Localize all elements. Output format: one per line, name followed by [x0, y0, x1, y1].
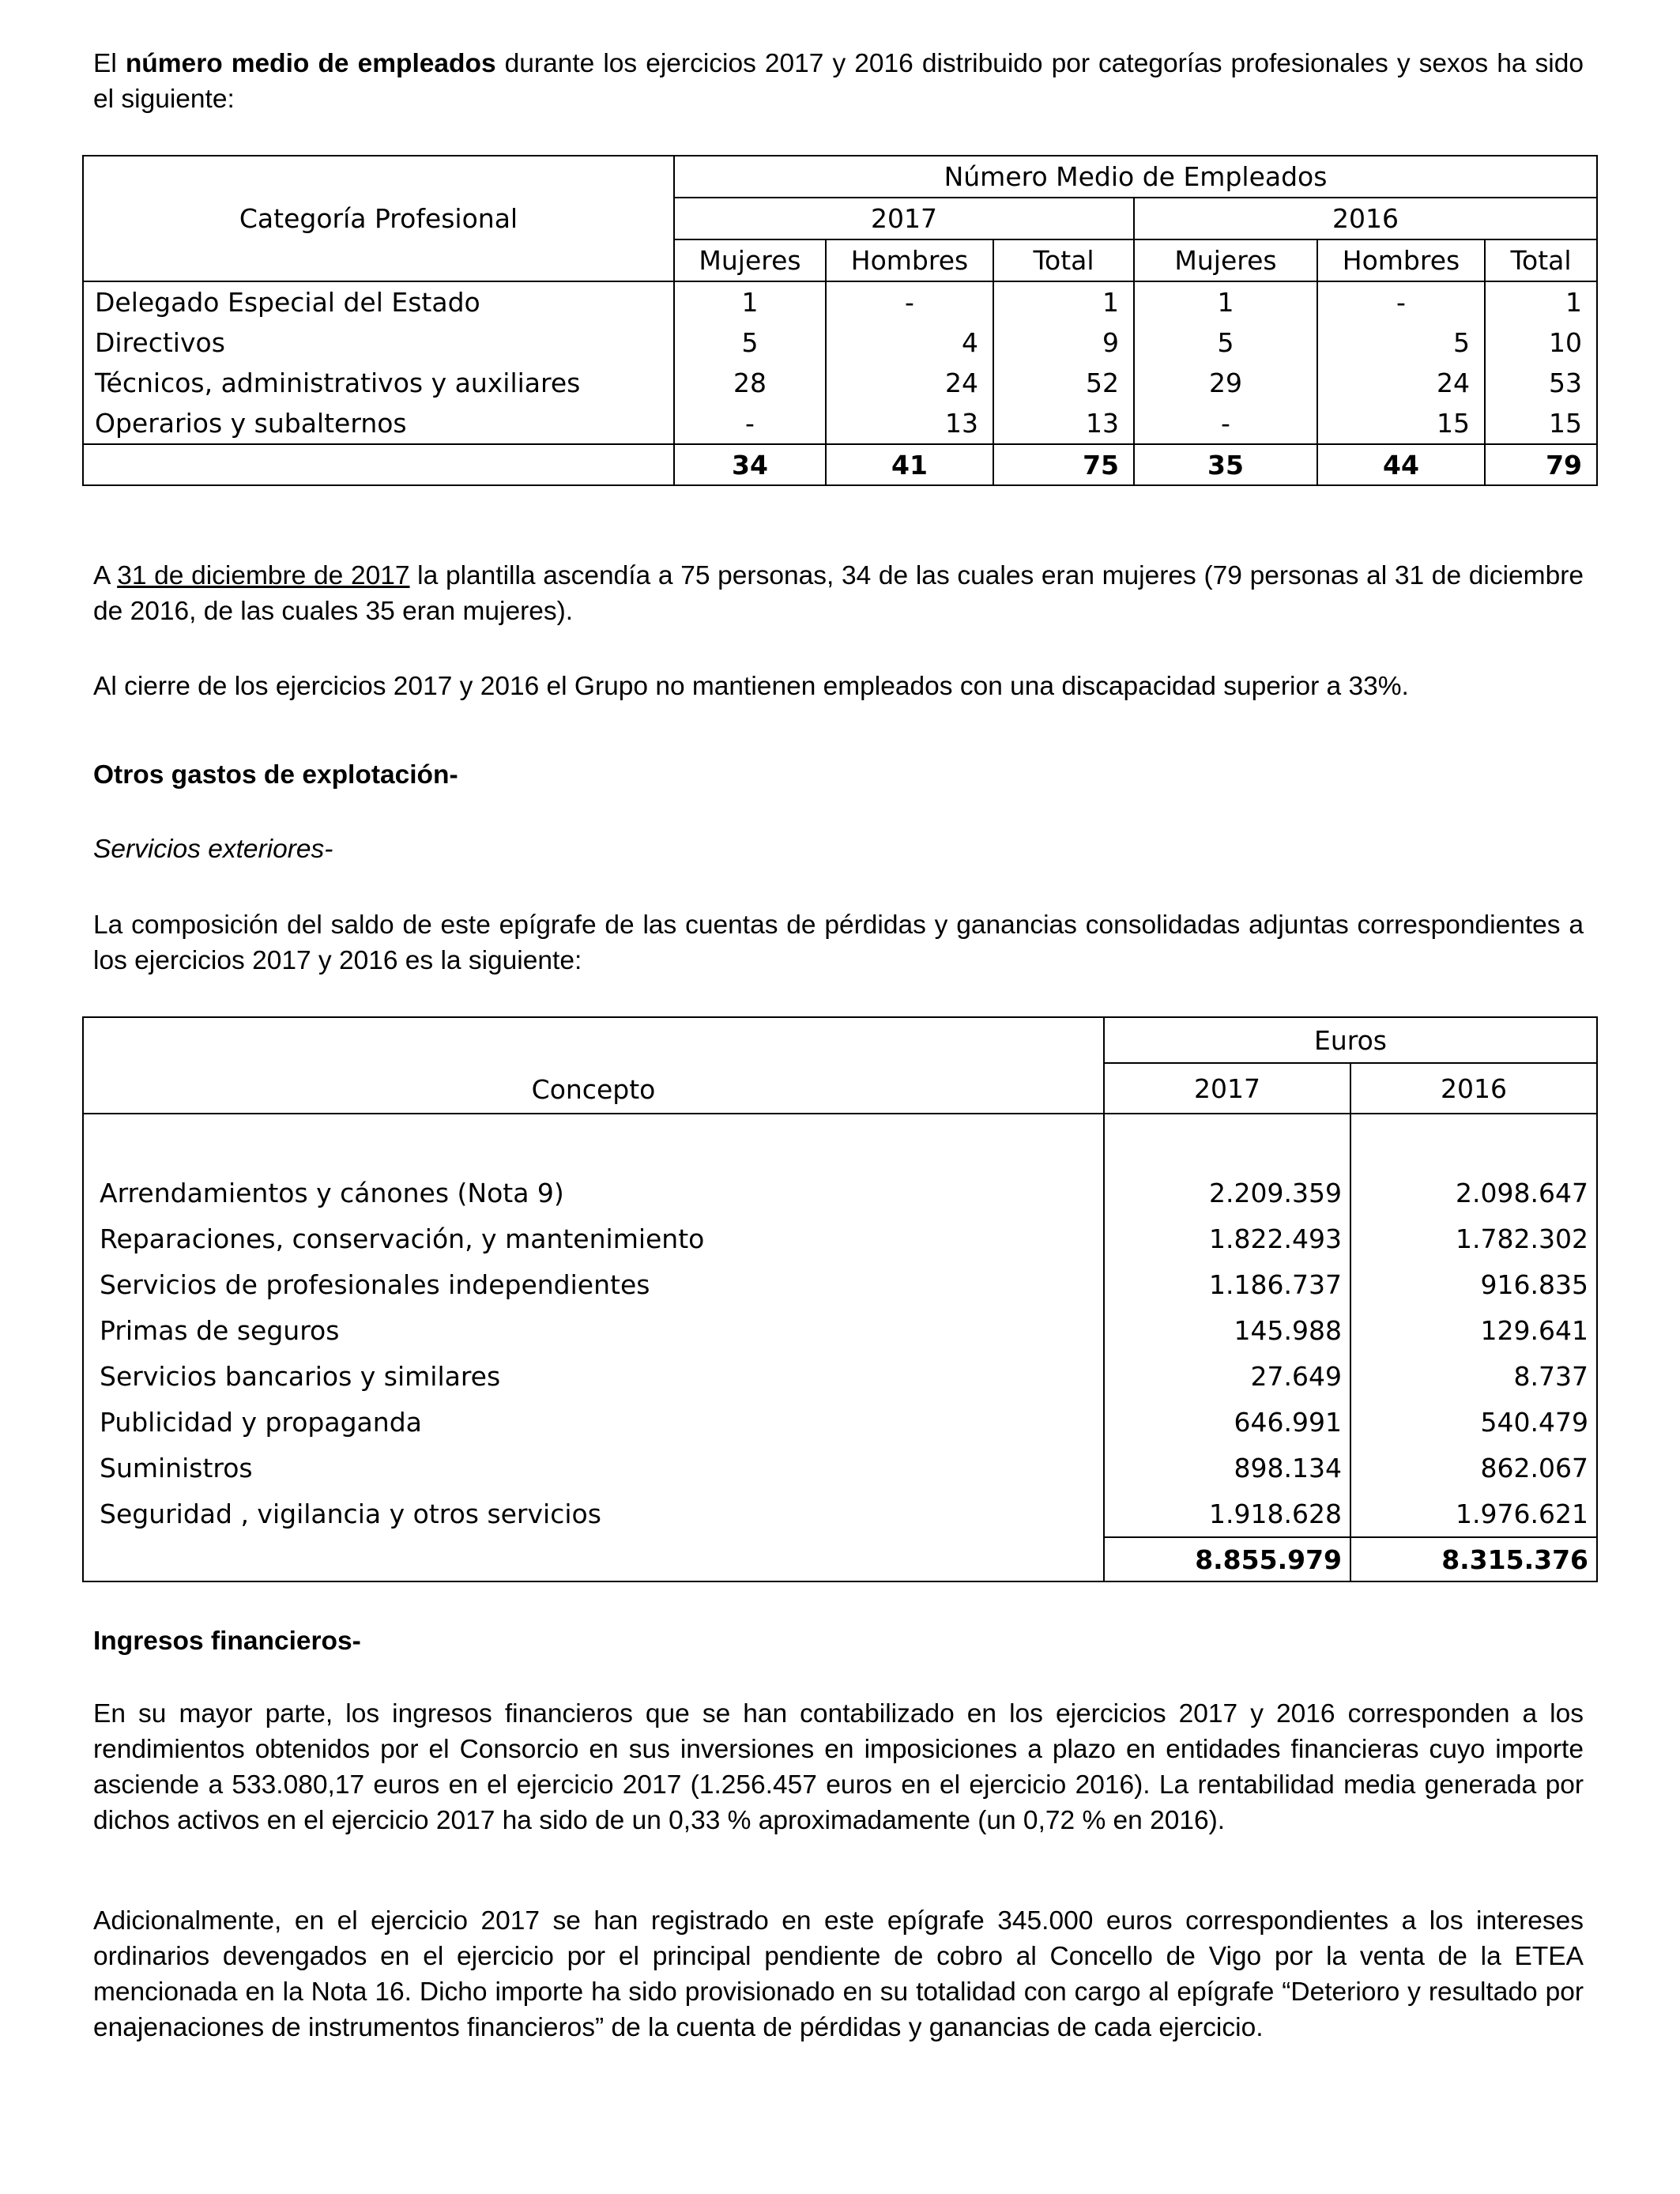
category-cell: Operarios y subalternos	[83, 403, 674, 444]
employees-group-header: Número Medio de Empleados	[674, 156, 1597, 198]
value-cell: 5	[674, 322, 826, 363]
value-cell: 24	[1317, 363, 1485, 403]
value-cell: 13	[993, 403, 1134, 444]
value-cell: 862.067	[1350, 1445, 1597, 1491]
value-cell: 9	[993, 322, 1134, 363]
value-cell: 53	[1485, 363, 1597, 403]
total-cell: 44	[1317, 444, 1485, 485]
concept-cell: Suministros	[83, 1445, 1104, 1491]
value-cell: 5	[1134, 322, 1317, 363]
table-row	[83, 1307, 1597, 1353]
totals-row	[83, 444, 1597, 485]
intro-paragraph	[93, 46, 1584, 117]
concept-cell: Servicios de profesionales independientes	[83, 1261, 1104, 1307]
value-cell: -	[1134, 403, 1317, 444]
value-cell: 1.918.628	[1104, 1491, 1350, 1537]
value-cell: -	[826, 281, 993, 322]
totals-label-cell	[83, 1537, 1104, 1581]
table-row	[83, 1445, 1597, 1491]
concept-cell: Reparaciones, conservación, y mantenimiento	[83, 1216, 1104, 1261]
concept-header: Concepto	[83, 1017, 1104, 1114]
ingresos-text-2: Adicionalmente, en el ejercicio 2017 se han registrado en este epígrafe 345.000 euros correspondientes a los intereses ordinarios devengados en el ejercicio por el principal pendiente de cobro al Concello de Vigo por la venta de la ETEA mencionada en la Nota 16. Dicho importe ha sido provisionado en su totalidad con cargo al epígrafe “Deterioro y resultado por enajenaciones de instrumentos financieros” de la cuenta de pérdidas y ganancias de cada ejercicio.	[93, 1906, 1584, 2042]
total-cell: 41	[826, 444, 993, 485]
ingresos-paragraph-2	[93, 1903, 1584, 2045]
sub-header: Hombres	[1317, 239, 1485, 281]
concept-cell: Primas de seguros	[83, 1307, 1104, 1353]
section-servicios	[93, 831, 1584, 867]
value-cell: 4	[826, 322, 993, 363]
total-cell: 8.315.376	[1350, 1537, 1597, 1581]
year-header: 2017	[674, 198, 1134, 239]
heading-ingresos: Ingresos financieros-	[93, 1627, 361, 1656]
table-row	[83, 1491, 1597, 1537]
section-ingresos	[93, 1623, 1584, 1659]
value-cell: 1	[1134, 281, 1317, 322]
staff-suffix: la plantilla ascendía a 75 personas, 34 de las cuales eran mujeres (79 personas al 31 de diciembre de 2016, de las cuales 35 eran mujeres).	[93, 561, 1584, 626]
subheading-servicios: Servicios exteriores-	[93, 835, 333, 864]
year-header: 2017	[1104, 1063, 1350, 1114]
value-cell: 540.479	[1350, 1399, 1597, 1445]
value-cell: 898.134	[1104, 1445, 1350, 1491]
value-cell: 2.209.359	[1104, 1170, 1350, 1216]
category-cell: Técnicos, administrativos y auxiliares	[83, 363, 674, 403]
table-row	[83, 1353, 1597, 1399]
total-cell: 75	[993, 444, 1134, 485]
value-cell: 5	[1317, 322, 1485, 363]
sub-header: Mujeres	[674, 239, 826, 281]
table-row	[83, 363, 1597, 403]
table-row	[83, 281, 1597, 322]
value-cell: 916.835	[1350, 1261, 1597, 1307]
total-cell: 8.855.979	[1104, 1537, 1350, 1581]
sub-header: Total	[1485, 239, 1597, 281]
total-cell: 79	[1485, 444, 1597, 485]
composition-text: La composición del saldo de este epígrafe de las cuentas de pérdidas y ganancias consolidadas adjuntas correspondientes a los ejercicios 2017 y 2016 es la siguiente:	[93, 910, 1584, 975]
category-cell: Delegado Especial del Estado	[83, 281, 674, 322]
concept-cell: Publicidad y propaganda	[83, 1399, 1104, 1445]
intro-suffix: durante los ejercicios 2017 y 2016 distribuido por categorías profesionales y sexos ha sido el siguiente:	[93, 49, 1584, 114]
value-cell: 13	[826, 403, 993, 444]
sub-header: Mujeres	[1134, 239, 1317, 281]
sub-header: Hombres	[826, 239, 993, 281]
table-row	[83, 322, 1597, 363]
totals-label-cell	[83, 444, 674, 485]
concept-cell: Seguridad , vigilancia y otros servicios	[83, 1491, 1104, 1537]
total-cell: 34	[674, 444, 826, 485]
services-table	[82, 1016, 1598, 1582]
category-header: Categoría Profesional	[83, 156, 674, 281]
value-cell: 646.991	[1104, 1399, 1350, 1445]
staff-paragraph	[93, 558, 1584, 629]
year-header: 2016	[1134, 198, 1597, 239]
value-cell: 52	[993, 363, 1134, 403]
ingresos-text-1: En su mayor parte, los ingresos financieros que se han contabilizado en los ejercicios 2017 y 2016 corresponden a los rendimientos obtenidos por el Consorcio en sus inversiones en imposiciones a plazo en entidades financieras cuyo importe asciende a 533.080,17 euros en el ejercicio 2017 (1.256.457 euros en el ejercicio 2016). La rentabilidad media generada por dichos activos en el ejercicio 2017 ha sido de un 0,33 % aproximadamente (un 0,72 % en 2016).	[93, 1699, 1584, 1835]
value-cell: 10	[1485, 322, 1597, 363]
staff-date: 31 de diciembre de 2017	[117, 561, 410, 590]
value-cell: 29	[1134, 363, 1317, 403]
value-cell: 1.186.737	[1104, 1261, 1350, 1307]
euros-header: Euros	[1104, 1017, 1597, 1063]
value-cell: 129.641	[1350, 1307, 1597, 1353]
intro-prefix: El	[93, 49, 126, 78]
value-cell: 2.098.647	[1350, 1170, 1597, 1216]
concept-cell: Arrendamientos y cánones (Nota 9)	[83, 1170, 1104, 1216]
value-cell: 15	[1485, 403, 1597, 444]
employees-table	[82, 155, 1598, 486]
value-cell: 8.737	[1350, 1353, 1597, 1399]
table-row	[83, 403, 1597, 444]
value-cell: 27.649	[1104, 1353, 1350, 1399]
value-cell: 1.782.302	[1350, 1216, 1597, 1261]
value-cell: 1.822.493	[1104, 1216, 1350, 1261]
value-cell: 15	[1317, 403, 1485, 444]
table-row	[83, 1170, 1597, 1216]
value-cell: 24	[826, 363, 993, 403]
composition-paragraph	[93, 907, 1584, 978]
totals-row	[83, 1537, 1597, 1581]
section-otros-gastos	[93, 757, 1584, 793]
value-cell: 1	[1485, 281, 1597, 322]
staff-prefix: A	[93, 561, 118, 590]
value-cell: -	[1317, 281, 1485, 322]
category-cell: Directivos	[83, 322, 674, 363]
disability-text: Al cierre de los ejercicios 2017 y 2016 el Grupo no mantienen empleados con una discapacidad superior a 33%.	[93, 672, 1409, 701]
table-row	[83, 1261, 1597, 1307]
intro-bold: número medio de empleados	[125, 49, 496, 78]
value-cell: 1	[674, 281, 826, 322]
sub-header: Total	[993, 239, 1134, 281]
value-cell: 1.976.621	[1350, 1491, 1597, 1537]
table-row	[83, 1216, 1597, 1261]
value-cell: 28	[674, 363, 826, 403]
spacer-row	[83, 1114, 1597, 1170]
value-cell: 145.988	[1104, 1307, 1350, 1353]
concept-cell: Servicios bancarios y similares	[83, 1353, 1104, 1399]
value-cell: -	[674, 403, 826, 444]
heading-otros-gastos: Otros gastos de explotación-	[93, 760, 458, 790]
disability-paragraph	[93, 669, 1584, 704]
year-header: 2016	[1350, 1063, 1597, 1114]
value-cell: 1	[993, 281, 1134, 322]
ingresos-paragraph-1	[93, 1696, 1584, 1838]
total-cell: 35	[1134, 444, 1317, 485]
table-row	[83, 1399, 1597, 1445]
